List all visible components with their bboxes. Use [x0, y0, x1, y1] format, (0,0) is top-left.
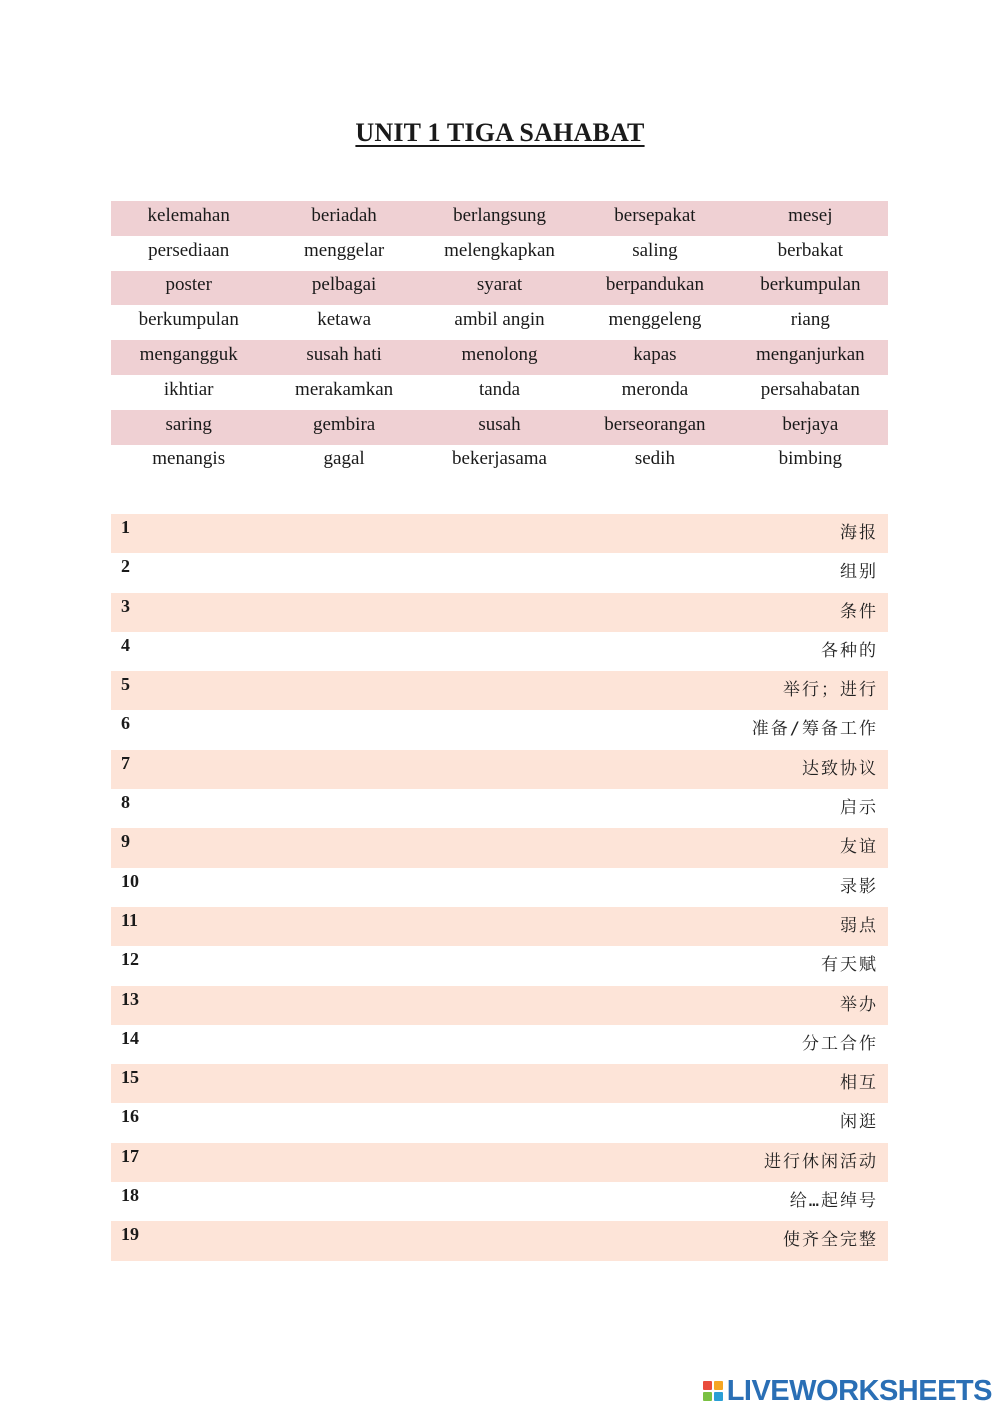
- answer-number: 12: [121, 949, 139, 970]
- answer-number: 2: [121, 556, 130, 577]
- answer-number: 5: [121, 674, 130, 695]
- answer-number: 8: [121, 792, 130, 813]
- word-bank-row: [111, 236, 888, 271]
- word-bank-word: sedih: [634, 448, 675, 470]
- word-bank-word: saling: [632, 239, 678, 261]
- word-bank-word: berlangsung: [453, 204, 546, 226]
- answer-input[interactable]: [171, 557, 645, 587]
- answer-input[interactable]: [171, 832, 645, 862]
- word-bank-word: susah hati: [306, 344, 382, 366]
- answer-hint: 进行休闲活动: [764, 1151, 878, 1172]
- word-bank-word: persediaan: [148, 239, 230, 261]
- answer-input[interactable]: [171, 518, 645, 548]
- answer-input[interactable]: [171, 675, 645, 705]
- answer-row: [111, 946, 888, 985]
- word-bank-row: [111, 445, 888, 480]
- answer-row: [111, 671, 888, 710]
- answer-number: 15: [121, 1067, 139, 1088]
- answer-row: [111, 1143, 888, 1182]
- answer-row: [111, 828, 888, 867]
- answer-input[interactable]: [171, 1068, 645, 1098]
- answer-hint: 使齐全完整: [783, 1230, 878, 1251]
- word-bank-word: persahabatan: [760, 378, 860, 400]
- answer-row: [111, 514, 888, 553]
- answer-input[interactable]: [171, 1147, 645, 1177]
- word-bank-word: kapas: [633, 344, 677, 366]
- answer-input[interactable]: [171, 1029, 645, 1059]
- answer-hint: 举行；进行: [783, 680, 878, 701]
- word-bank-row: [111, 305, 888, 340]
- word-bank-word: kelemahan: [147, 204, 230, 226]
- logo-text: LIVEWORKSHEETS: [726, 1374, 992, 1407]
- liveworksheets-logo[interactable]: [703, 1375, 992, 1407]
- answer-number: 4: [121, 634, 130, 655]
- word-bank-word: gagal: [323, 448, 365, 470]
- answer-number: 9: [121, 831, 130, 852]
- answer-hint: 举办: [840, 994, 878, 1015]
- answer-input[interactable]: [171, 950, 645, 980]
- answer-input[interactable]: [171, 1107, 645, 1137]
- word-bank-row: [111, 375, 888, 410]
- word-bank-word: saring: [165, 413, 212, 435]
- logo-square: [703, 1392, 712, 1401]
- word-bank-row: [111, 271, 888, 306]
- word-bank-word: pelbagai: [311, 274, 377, 296]
- answer-hint: 启示: [840, 798, 878, 819]
- answer-hint: 各种的: [821, 640, 878, 661]
- answer-row: [111, 1064, 888, 1103]
- word-bank-word: mengangguk: [139, 344, 238, 366]
- logo-square: [703, 1381, 712, 1390]
- answer-input[interactable]: [171, 793, 645, 823]
- answer-row: [111, 750, 888, 789]
- word-bank-word: meronda: [621, 378, 689, 400]
- answer-number: 3: [121, 595, 130, 616]
- answer-input[interactable]: [171, 990, 645, 1020]
- word-bank-word: ketawa: [317, 309, 372, 331]
- word-bank-word: syarat: [476, 274, 523, 296]
- word-bank-table: [111, 201, 888, 479]
- answer-hint: 相互: [840, 1073, 878, 1094]
- answer-hint: 弱点: [840, 915, 878, 936]
- answer-table: [111, 514, 888, 1261]
- word-bank-word: berjaya: [782, 413, 839, 435]
- answer-row: [111, 789, 888, 828]
- word-bank-word: merakamkan: [295, 378, 394, 400]
- word-bank-row: [111, 340, 888, 375]
- word-bank-word: bimbing: [778, 448, 842, 470]
- answer-row: [111, 868, 888, 907]
- answer-input[interactable]: [171, 636, 645, 666]
- word-bank-word: menolong: [461, 344, 538, 366]
- word-bank-word: berbakat: [777, 239, 844, 261]
- answer-row: [111, 710, 888, 749]
- logo-icon: [703, 1381, 723, 1401]
- answer-row: [111, 593, 888, 632]
- answer-hint: 闲逛: [840, 1112, 878, 1133]
- word-bank-word: berkumpulan: [138, 309, 239, 331]
- answer-number: 11: [121, 909, 139, 930]
- answer-row: [111, 1221, 888, 1260]
- answer-hint: 录影: [840, 876, 878, 897]
- answer-input[interactable]: [171, 714, 645, 744]
- answer-input[interactable]: [171, 911, 645, 941]
- word-bank-word: menggelar: [304, 239, 385, 261]
- answer-number: 6: [121, 713, 130, 734]
- answer-input[interactable]: [171, 1186, 645, 1216]
- answer-hint: 给…起绰号: [789, 1191, 878, 1212]
- answer-number: 13: [121, 988, 139, 1009]
- answer-row: [111, 907, 888, 946]
- word-bank-word: ambil angin: [454, 309, 545, 331]
- answer-hint: 组别: [840, 562, 878, 583]
- answer-hint: 有天赋: [821, 955, 878, 976]
- answer-input[interactable]: [171, 754, 645, 784]
- answer-hint: 友谊: [840, 837, 878, 858]
- logo-square: [714, 1381, 723, 1390]
- answer-number: 19: [121, 1224, 139, 1245]
- answer-row: [111, 1103, 888, 1142]
- word-bank-word: bersepakat: [614, 204, 696, 226]
- word-bank-word: menggeleng: [608, 309, 702, 331]
- word-bank-word: berseorangan: [604, 413, 706, 435]
- answer-number: 14: [121, 1027, 139, 1048]
- word-bank-word: poster: [165, 274, 212, 296]
- word-bank-word: gembira: [312, 413, 376, 435]
- word-bank-word: melengkapkan: [444, 239, 555, 261]
- logo-square: [714, 1392, 723, 1401]
- word-bank-word: riang: [790, 309, 830, 331]
- answer-row: [111, 632, 888, 671]
- word-bank-word: menganjurkan: [755, 344, 865, 366]
- word-bank-word: berpandukan: [605, 274, 704, 296]
- answer-row: [111, 1182, 888, 1221]
- answer-input[interactable]: [171, 1225, 645, 1255]
- word-bank-word: beriadah: [311, 204, 377, 226]
- answer-input[interactable]: [171, 872, 645, 902]
- page-title: UNIT 1 TIGA SAHABAT: [355, 118, 645, 147]
- word-bank-word: ikhtiar: [163, 378, 214, 400]
- answer-hint: 海报: [840, 523, 878, 543]
- word-bank-word: mesej: [788, 204, 833, 226]
- answer-input[interactable]: [171, 597, 645, 627]
- answer-number: 10: [121, 870, 139, 891]
- word-bank-word: tanda: [478, 378, 521, 400]
- answer-hint: 条件: [840, 601, 878, 622]
- answer-number: 16: [121, 1106, 139, 1127]
- answer-number: 7: [121, 752, 130, 773]
- answer-row: [111, 1025, 888, 1064]
- answer-number: 18: [121, 1185, 139, 1206]
- answer-row: [111, 986, 888, 1025]
- word-bank-word: berkumpulan: [760, 274, 861, 296]
- answer-hint: 准备/筹备工作: [751, 719, 878, 740]
- answer-hint: 分工合作: [802, 1033, 878, 1054]
- answer-row: [111, 553, 888, 592]
- word-bank-word: susah: [478, 413, 521, 435]
- word-bank-word: bekerjasama: [452, 448, 547, 470]
- answer-number: 1: [121, 517, 130, 537]
- word-bank-row: [111, 201, 888, 236]
- word-bank-row: [111, 410, 888, 445]
- answer-number: 17: [121, 1145, 139, 1166]
- word-bank-word: menangis: [152, 448, 226, 470]
- answer-hint: 达致协议: [802, 758, 878, 779]
